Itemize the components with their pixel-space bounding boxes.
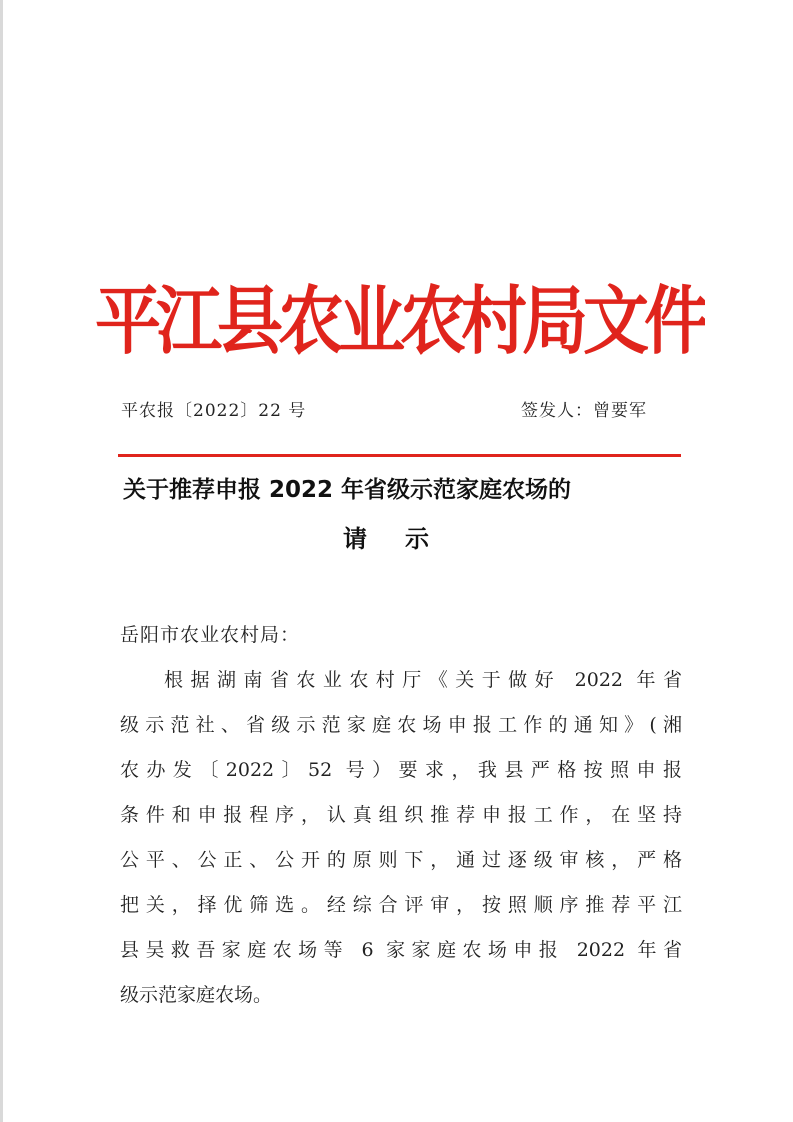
signer-field: 签发人：曾要军 <box>521 401 647 421</box>
document-number: 平农报〔2022〕22 号 <box>121 401 307 421</box>
header-divider <box>118 454 681 457</box>
body-line: 条件和申报程序，认真组织推荐申报工作，在坚持 <box>120 804 682 826</box>
body-line: 根据湖南省农业农村厅《关于做好 2022 年省 <box>164 669 682 691</box>
body-line: 级示范家庭农场。 <box>120 984 273 1006</box>
document-title-line2: 请示 <box>343 525 467 553</box>
body-line: 把关，择优筛选。经综合评审，按照顺序推荐平江 <box>120 894 682 916</box>
salutation: 岳阳市农业农村局： <box>120 624 301 646</box>
body-line: 级示范社、省级示范家庭农场申报工作的通知》(湘 <box>120 714 682 736</box>
page-edge <box>0 0 3 1122</box>
body-line: 县吴救吾家庭农场等 6 家家庭农场申报 2022 年省 <box>120 939 682 961</box>
document-header-title: 平江县农业农村局文件 <box>95 278 705 365</box>
body-line: 公平、公正、公开的原则下，通过逐级审核，严格 <box>120 849 682 871</box>
body-line: 农办发〔2022〕52 号）要求，我县严格按照申报 <box>120 759 682 781</box>
body-paragraph <box>120 658 682 1018</box>
document-title-line1: 关于推荐申报 2022 年省级示范家庭农场的 <box>123 477 572 503</box>
